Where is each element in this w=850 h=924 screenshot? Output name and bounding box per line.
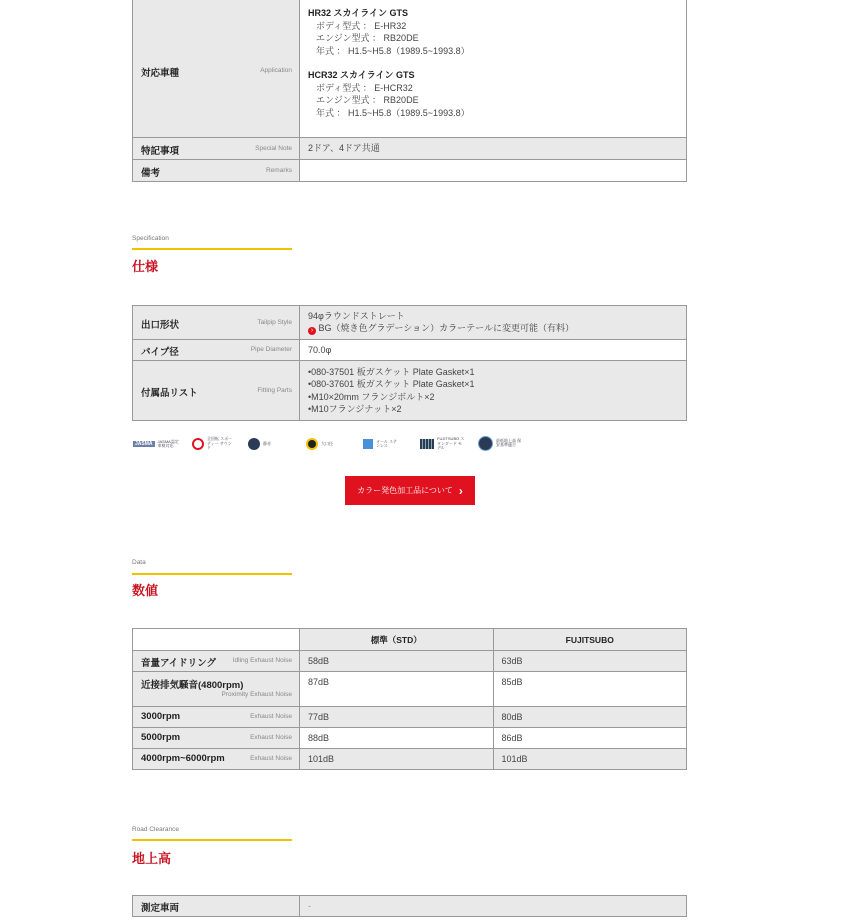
parts-item: •M10フランジナット×2 [308, 404, 402, 414]
remarks-label [133, 160, 300, 182]
quiet-badge-icon [248, 437, 271, 451]
parts-item: •080-37501 板ガスケット Plate Gasket×1 [308, 366, 475, 377]
fuji-value: 80dB [493, 707, 687, 728]
badge-text: 最低地上高 保安基準適合 [496, 437, 522, 447]
fuji-value: 101dB [493, 749, 687, 770]
row-label-jp: 3000rpm [141, 711, 181, 722]
application-label-jp: 対応車種 [141, 68, 180, 79]
row-label-jp: 音量アイドリング [141, 658, 216, 669]
sound-badge-icon [192, 437, 233, 451]
application-label [133, 0, 300, 138]
pipe-value: 70.0φ [300, 340, 687, 361]
std-value: 58dB [300, 651, 494, 672]
diameter-badge-icon [306, 437, 333, 451]
badge-text: 全回転 スポーティー サウンド [207, 436, 233, 451]
noise-table [132, 628, 687, 770]
remarks-label-jp: 備考 [141, 168, 161, 179]
tailpipe-label-en: Tailpip Style [257, 319, 292, 326]
model-engine: エンジン型式 ： RB20DE [316, 33, 419, 43]
clearance-label [133, 896, 300, 917]
pipe-label [133, 340, 300, 361]
color-processing-label: カラー発色加工品について [357, 486, 453, 495]
model-body: ボディ型式 ： E-HCR32 [316, 82, 413, 93]
tailpipe-style: 94φラウンドストレート [308, 310, 405, 321]
arrow-circle-icon: › [308, 327, 316, 335]
parts-value [300, 361, 687, 421]
spec-section-title: 仕様 [132, 259, 159, 274]
jasma-badge-icon: JASMA JASMA認定 車検対応 [133, 437, 182, 451]
badge-text: 静音 [263, 440, 271, 446]
application-table [132, 0, 687, 182]
std-value: 87dB [300, 672, 494, 707]
data-section-underline [132, 573, 292, 575]
bg-color-option[interactable] [308, 322, 686, 335]
table-row [133, 672, 687, 707]
model-year: 年式 ： H1.5~H5.8（1989.5~1993.8） [316, 107, 470, 118]
tailpipe-label-jp: 出口形状 [141, 320, 180, 331]
std-value: 77dB [300, 707, 494, 728]
fuji-value: 86dB [493, 728, 687, 749]
tailpipe-label [133, 306, 300, 340]
col-header-fujitsubo: FUJITSUBO [493, 629, 687, 651]
spec-section-en: Specification [132, 235, 169, 242]
remarks-label-en: Remarks [265, 167, 292, 174]
badge-text: JASMA認定 車検対応 [157, 438, 179, 448]
clearance-badge-icon [478, 436, 522, 450]
table-row [133, 749, 687, 770]
spec-section-underline [132, 248, 292, 250]
clearance-value: - [300, 896, 687, 917]
table-row [133, 728, 687, 749]
clearance-label-jp: 測定車両 [141, 903, 180, 914]
fujitsubo-badge-icon [420, 437, 465, 451]
clearance-section-en: Road Clearance [132, 826, 179, 833]
parts-label [133, 361, 300, 421]
badge-text: オール ステンレス [376, 438, 397, 448]
data-section-title: 数値 [132, 583, 159, 598]
row-label-jp: 5000rpm [141, 732, 181, 743]
clearance-section-title: 地上高 [132, 851, 172, 866]
clearance-table [132, 895, 687, 917]
special-note-label-en: Special Note [255, 145, 292, 152]
std-value: 101dB [300, 749, 494, 770]
row-label-en: Exhaust Noise [250, 734, 292, 741]
model-engine: エンジン型式 ： RB20DE [316, 95, 419, 105]
special-note-value: 2ドア、4ドア共通 [300, 138, 687, 160]
model-name: HCR32 スカイライン GTS [308, 70, 415, 80]
table-row [133, 651, 687, 672]
data-section-en: Data [132, 559, 146, 566]
model-year: 年式 ： H1.5~H5.8（1989.5~1993.8） [316, 45, 470, 56]
color-processing-button[interactable] [345, 476, 475, 505]
row-label-jp: 近接排気騒音(4800rpm) [141, 680, 244, 691]
pipe-label-en: Pipe Diameter [250, 346, 292, 353]
model-body: ボディ型式 ： E-HR32 [316, 20, 407, 31]
fuji-value: 85dB [493, 672, 687, 707]
row-label-en: Proximity Exhaust Noise [221, 691, 292, 698]
std-value: 88dB [300, 728, 494, 749]
badge-text: 大口径 [321, 440, 333, 446]
special-note-label [133, 138, 300, 160]
row-label-en: Exhaust Noise [250, 713, 292, 720]
col-header-std: 標準（STD） [300, 629, 494, 651]
fuji-value: 63dB [493, 651, 687, 672]
parts-label-jp: 付属品リスト [141, 388, 198, 399]
badge-text: FUJITSUBO スタンダード モデル [437, 436, 465, 451]
chevron-right-icon: › [458, 483, 463, 498]
bg-color-text: BG（焼き色グラデーション）カラーテールに変更可能（有料） [318, 323, 574, 334]
row-label-en: Idling Exhaust Noise [232, 657, 292, 664]
clearance-section-underline [132, 839, 292, 841]
remarks-value [300, 160, 687, 182]
parts-item: •080-37601 板ガスケット Plate Gasket×1 [308, 379, 475, 389]
table-row [133, 707, 687, 728]
application-value [300, 0, 687, 138]
noise-header-blank [133, 629, 300, 651]
spec-table [132, 305, 687, 421]
parts-label-en: Fitting Parts [257, 387, 292, 394]
application-label-en: Application [260, 67, 292, 74]
tailpipe-value [300, 306, 687, 340]
pipe-label-jp: パイプ径 [141, 347, 179, 358]
special-note-label-jp: 特記事項 [141, 146, 180, 157]
stainless-badge-icon [363, 437, 398, 451]
row-label-jp: 4000rpm~6000rpm [141, 753, 225, 764]
row-label-en: Exhaust Noise [250, 755, 292, 762]
parts-item: •M10×20mm フランジボルト×2 [308, 391, 435, 402]
model-name: HR32 スカイライン GTS [308, 8, 408, 18]
